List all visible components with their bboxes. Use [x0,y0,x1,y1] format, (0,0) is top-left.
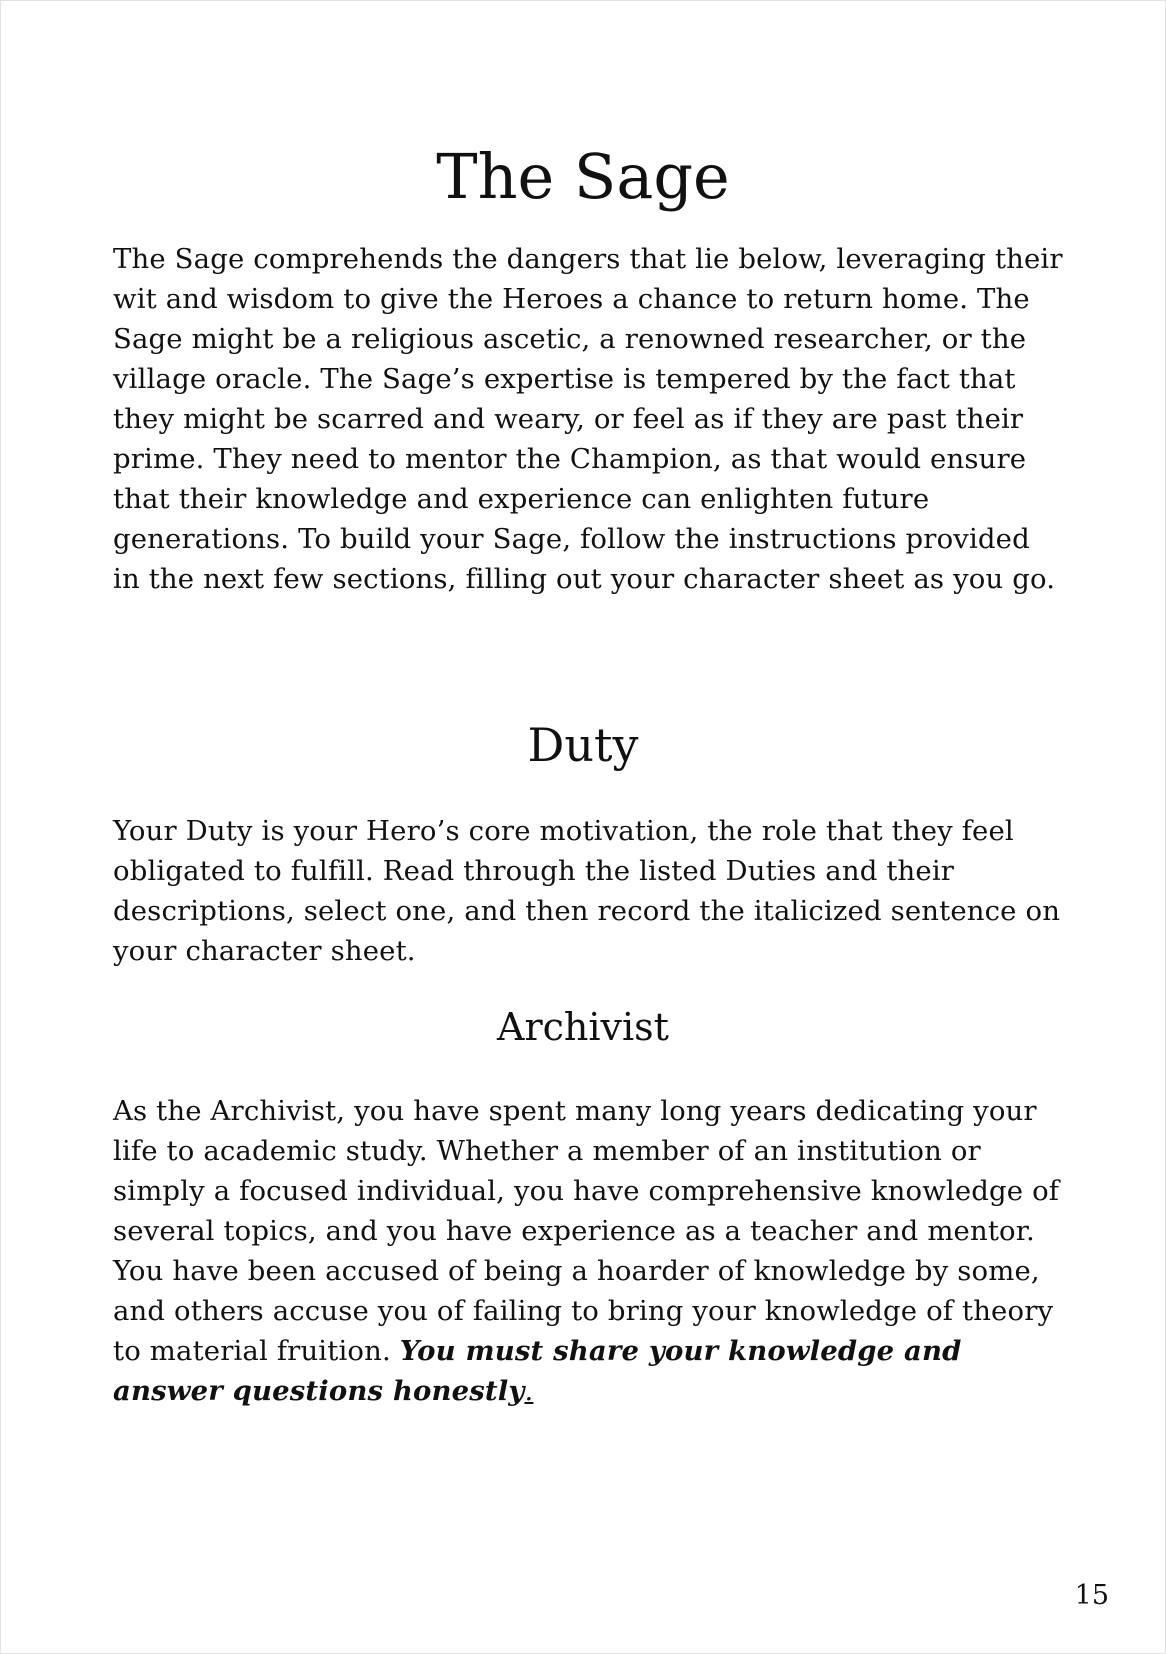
archivist-paragraph [113,1091,1063,1411]
duty-paragraph: Your Duty is your Hero’s core motivation, the role that they feel obligated to fulfill. Read through the listed Duties and their descriptions, select one, and then record the italicized sentence on your character sheet. [113,815,1061,967]
duty-heading: Duty [527,718,639,772]
archivist-duty-sentence-end: . [524,1375,534,1407]
page-number: 15 [1074,1580,1109,1611]
archivist-description: As the Archivist, you have spent many long years dedicating your life to academic study. Whether a member of an institution or simply a focused individual, you have comprehensive knowledge of several topics, and you have experience as a teacher and mentor. You have been accused of being a hoarder of knowledge by some, and others accuse you of failing to bring your knowledge of theory to material fruition. [113,1095,1060,1367]
archivist-duty-sentence: You must share your knowledge and answer questions honestly [113,1335,962,1407]
page-title: The Sage [436,140,730,213]
archivist-heading: Archivist [497,1005,669,1049]
intro-paragraph: The Sage comprehends the dangers that lie below, leveraging their wit and wisdom to give the Heroes a chance to return home. The Sage might be a religious ascetic, a renowned researcher, or the village oracle. The Sage’s expertise is tempered by the fact that they might be scarred and weary, or feel as if they are past their prime. They need to mentor the Champion, as that would ensure that their knowledge and experience can enlighten future generations. To build your Sage, follow the instructions provided in the next few sections, filling out your character sheet as you go. [113,243,1063,595]
